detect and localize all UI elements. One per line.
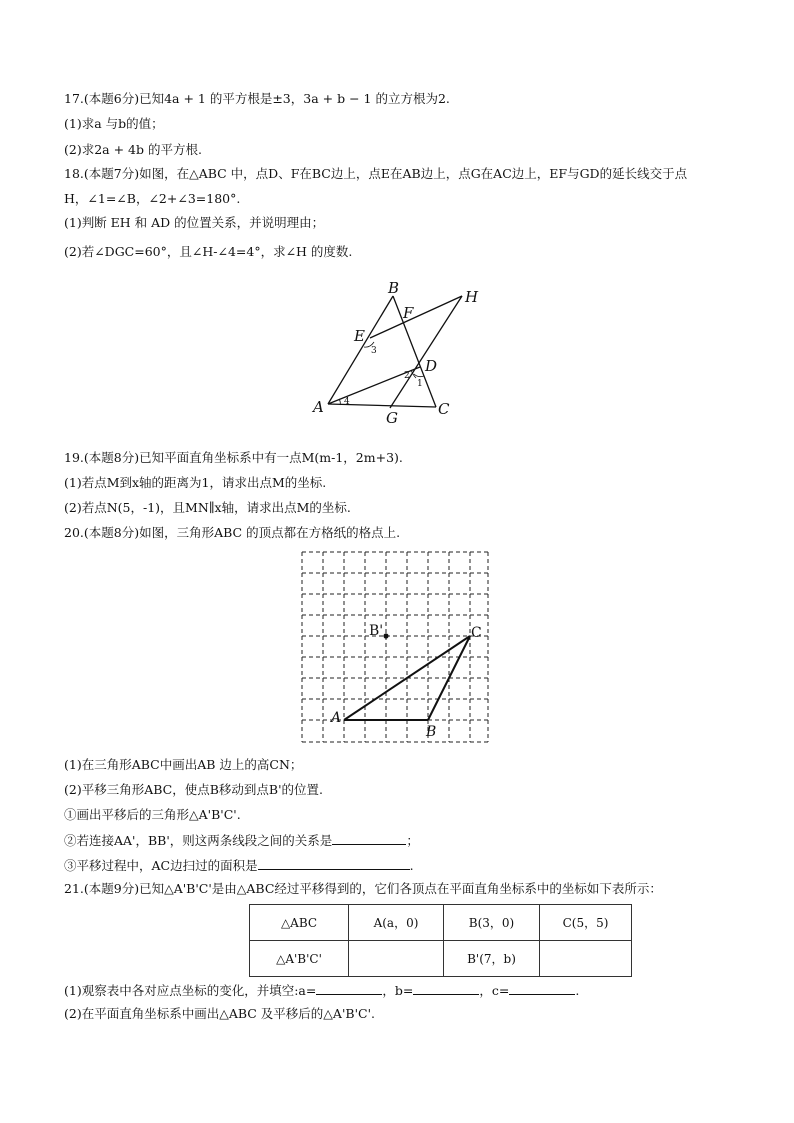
label-g: G	[386, 409, 398, 427]
table-cell: C(5，5)	[540, 905, 632, 941]
q19-part2: (2)若点N(5，-1)，且MN∥x轴，请求出点M的坐标.	[64, 500, 351, 515]
q18-part1: (1)判断 EH 和 AD 的位置关系，并说明理由；	[64, 215, 325, 230]
angle-label-1: 1	[417, 379, 423, 389]
q18-part2: (2)若∠DGC=60°，且∠H-∠4=4°，求∠H 的度数.	[64, 244, 353, 259]
q20-sub2-answer-blank[interactable]	[332, 832, 406, 845]
angle-mark-1	[414, 374, 424, 377]
q20-grid-figure	[296, 546, 492, 746]
table-cell: △ABC	[250, 905, 349, 941]
q18-stem-line1: 18.(本题7分)如图，在△ABC 中，点D、F在BC边上，点E在AB边上，点G在AC边上，EF与GD的延长线交于点	[64, 166, 688, 181]
table-cell: B(3，0)	[444, 905, 540, 941]
q20-sub3-end: .	[409, 858, 414, 873]
q20-sub2	[64, 832, 419, 849]
label-a: A	[313, 398, 324, 416]
angle-label-4: 4	[344, 397, 350, 407]
q19-part1: (1)若点M到x轴的距离为1，请求出点M的坐标.	[64, 475, 327, 490]
label-c: C	[438, 400, 450, 418]
q17-part2: (2)求2a + 4b 的平方根.	[64, 142, 202, 157]
angle-label-2: 2	[404, 371, 410, 381]
table-cell: △A'B'C'	[250, 941, 349, 977]
q20-sub3-answer-blank[interactable]	[258, 857, 410, 870]
q20-sub1: ①画出平移后的三角形△A'B'C'.	[64, 807, 241, 822]
q20-part2: (2)平移三角形ABC，使点B移动到点B'的位置.	[64, 782, 323, 797]
q21-answer-a-blank[interactable]	[316, 982, 382, 995]
q21-part1-end: .	[575, 983, 580, 998]
q20-sub2-text: ②若连接AA'，BB'，则这两条线段之间的关系是	[64, 833, 333, 848]
table-cell: B'(7，b)	[444, 941, 540, 977]
q21-stem: 21.(本题9分)已知△A'B'C'是由△ABC经过平移得到的，它们各顶点在平面直角坐标系中的坐标如下表所示：	[64, 881, 662, 896]
q20-stem: 20.(本题8分)如图，三角形ABC 的顶点都在方格纸的格点上.	[64, 525, 401, 540]
table-cell	[349, 941, 444, 977]
q21-part1-b-label: ，b=	[382, 983, 414, 998]
q21-part2: (2)在平面直角坐标系中画出△ABC 及平移后的△A'B'C'.	[64, 1006, 375, 1021]
grid-label-a: A	[331, 710, 342, 726]
q20-sub3-text: ③平移过程中，AC边扫过的面积是	[64, 858, 258, 873]
label-b: B	[388, 279, 400, 297]
q21-answer-b-blank[interactable]	[413, 982, 479, 995]
angle-label-3: 3	[371, 346, 377, 356]
q21-part1-c-label: ，c=	[479, 983, 510, 998]
label-f: F	[403, 304, 414, 322]
label-d: D	[425, 357, 438, 375]
table-row	[250, 941, 632, 977]
label-e: E	[354, 327, 365, 345]
q18-triangle-figure	[300, 275, 500, 430]
q18-stem-line2: H，∠1=∠B，∠2+∠3=180°.	[64, 191, 241, 206]
segment-ab	[328, 296, 393, 404]
point-b-prime	[383, 633, 388, 638]
grid-label-c: C	[471, 625, 482, 641]
q20-sub2-end: ；	[406, 833, 419, 848]
grid-label-b-prime: B'	[369, 623, 384, 639]
q21-part1	[64, 982, 579, 999]
table-row	[250, 905, 632, 941]
q20-part1: (1)在三角形ABC中画出AB 边上的高CN；	[64, 757, 303, 772]
table-cell: A(a，0)	[349, 905, 444, 941]
grid-label-b: B	[426, 724, 437, 740]
q21-coordinate-table	[249, 904, 632, 977]
table-cell	[540, 941, 632, 977]
q21-part1-text: (1)观察表中各对应点坐标的变化，并填空:a=	[64, 983, 317, 998]
q21-answer-c-blank[interactable]	[509, 982, 575, 995]
q17-part1: (1)求a 与b的值；	[64, 116, 164, 131]
q19-stem: 19.(本题8分)已知平面直角坐标系中有一点M(m-1，2m+3).	[64, 450, 403, 465]
q20-sub3	[64, 857, 414, 874]
label-h: H	[465, 288, 479, 306]
q17-stem: 17.(本题6分)已知4a + 1 的平方根是±3，3a + b − 1 的立方根为2.	[64, 91, 450, 106]
segment-bc	[393, 296, 436, 407]
